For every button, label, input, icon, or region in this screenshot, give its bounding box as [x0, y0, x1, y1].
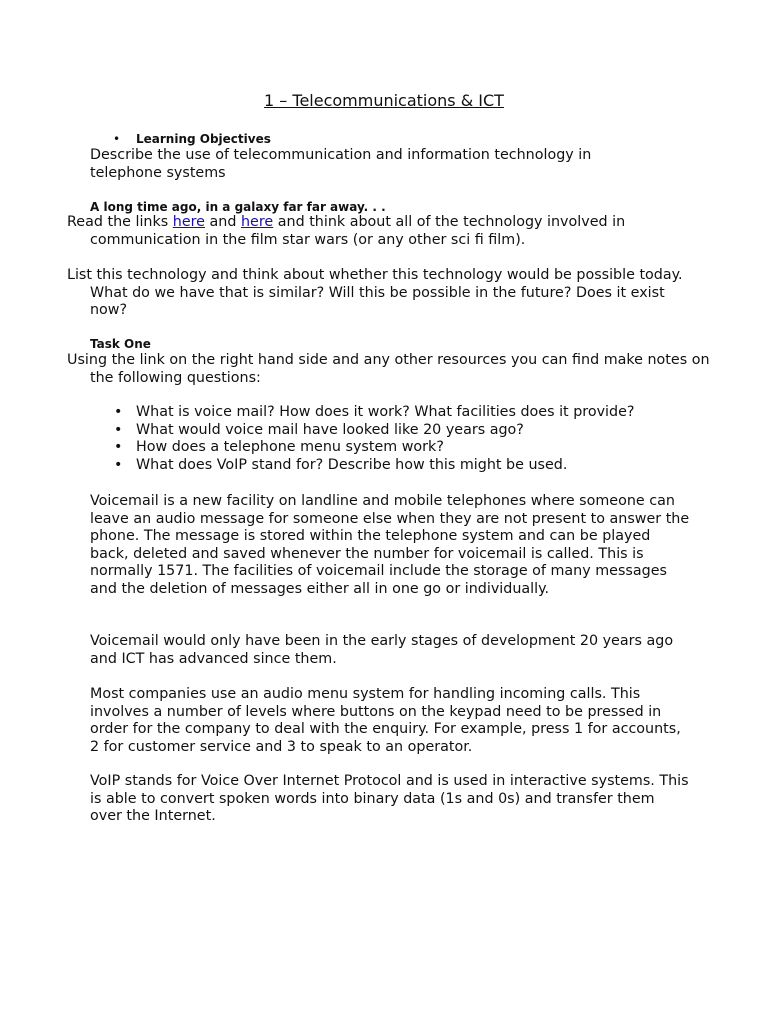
question-text: What does VoIP stand for? Describe how this might be used.: [136, 456, 568, 473]
bullet-icon: •: [114, 456, 123, 473]
read-suffix-text: and think about all of the technology involved in communication in the film star wars (or any other sci fi film).: [90, 214, 626, 248]
list-technology-paragraph: List this technology and think about whether this technology would be possible today. What do we have that is similar? Will this be possible in the future? Does it exist now?: [67, 267, 683, 318]
question-text: What is voice mail? How does it work? What facilities does it provide?: [136, 404, 635, 420]
read-prefix-text: Read the links: [67, 214, 173, 230]
task-one-heading: Task One: [90, 337, 151, 351]
read-links-paragraph: [67, 214, 706, 249]
galaxy-heading: A long time ago, in a galaxy far far away. . .: [90, 200, 386, 214]
list-item: [113, 457, 634, 475]
here-link-1[interactable]: here: [172, 214, 205, 230]
list-item: [113, 404, 634, 422]
question-text: How does a telephone menu system work?: [136, 439, 444, 455]
bullet-icon: •: [114, 421, 123, 438]
question-text: What would voice mail have looked like 20 years ago?: [136, 421, 524, 438]
page-title: 1 – Telecommunications & ICT: [264, 91, 504, 110]
list-item: [113, 439, 634, 457]
learning-objectives-heading: Learning Objectives: [136, 132, 271, 146]
answer-voip: VoIP stands for Voice Over Internet Protocol and is used in interactive systems. This is able to convert spoken words into binary data (1s and 0s) and transfer them over the Internet.: [90, 773, 689, 824]
and-text: and: [204, 214, 241, 230]
answer-menu-system: Most companies use an audio menu system for handling incoming calls. This involves a number of levels where buttons on the keypad need to be pressed in order for the company to deal with the enquiry. For example, press 1 for accounts, 2 for customer service and 3 to speak to an operator.: [90, 686, 681, 755]
bullet-icon: •: [114, 439, 123, 455]
answer-voicemail: Voicemail is a new facility on landline and mobile telephones where someone can leave an audio message for someone else when they are not present to answer the phone. The message is stored within the telephone system and can be played back, deleted and saved whenever the number for voicemail is called. This is normally 1571. The facilities of voicemail include the storage of many messages and the deletion of messages either all in one go or individually.: [90, 493, 690, 597]
objectives-bullet: •: [113, 132, 121, 146]
here-link-2[interactable]: here: [240, 214, 274, 230]
question-list: [113, 404, 634, 474]
task-one-intro: Using the link on the right hand side and any other resources you can find make notes on the following questions:: [67, 352, 710, 386]
answer-history: Voicemail would only have been in the early stages of development 20 years ago and ICT has advanced since them.: [90, 633, 674, 667]
learning-objectives-text: Describe the use of telecommunication and information technology in telephone systems: [90, 147, 592, 181]
bullet-icon: •: [114, 404, 123, 420]
list-item: [113, 422, 634, 440]
